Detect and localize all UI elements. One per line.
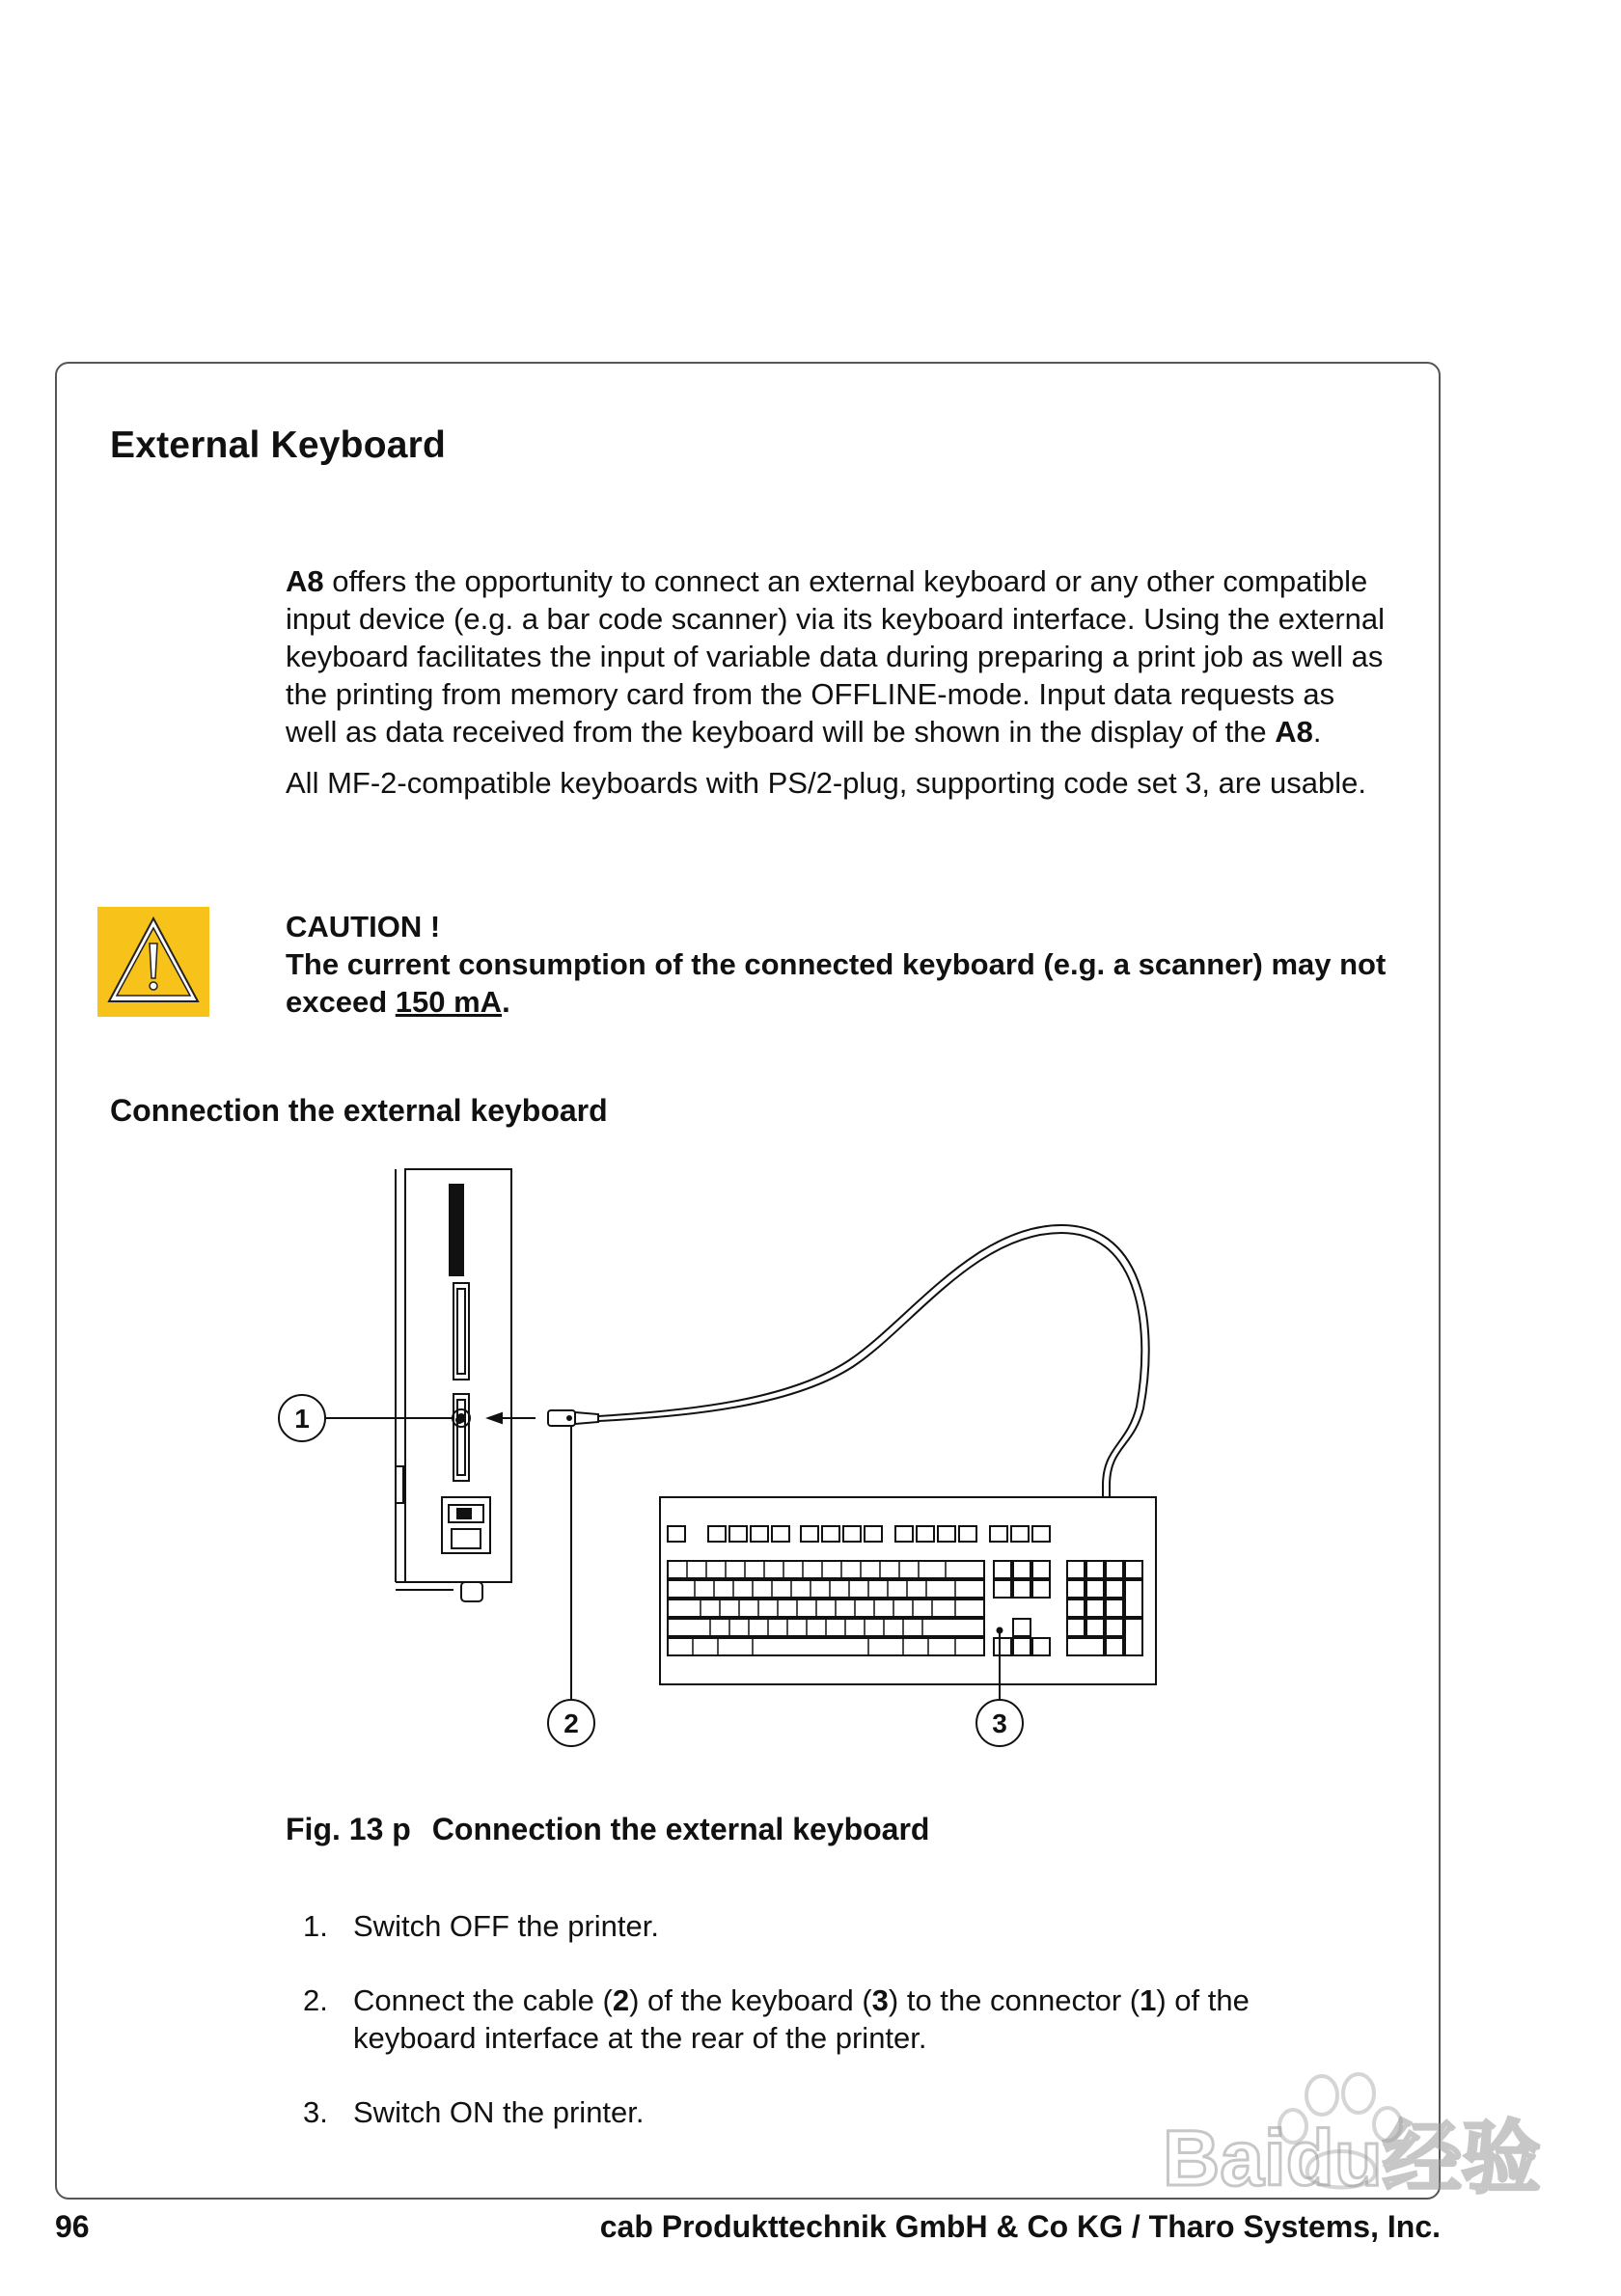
caution-text — [286, 945, 1395, 1021]
printer-rear — [396, 1169, 511, 1601]
page-number: 96 — [55, 2209, 90, 2244]
step-text: Switch ON the printer. — [353, 2095, 645, 2129]
connector-ref: 1 — [1140, 1983, 1157, 2017]
intro-paragraph-2: All MF-2-compatible keyboards with PS/2-plug, supporting code set 3, are usable. — [286, 766, 1367, 800]
list-item — [286, 1907, 1366, 1945]
step-number: 1. — [303, 1909, 328, 1943]
callout-2-label: 2 — [563, 1708, 579, 1738]
caution-end: . — [502, 985, 510, 1019]
footer-company: cab Produkttechnik GmbH & Co KG / Tharo Systems, Inc. — [599, 2209, 1441, 2244]
list-item — [286, 1982, 1366, 2057]
step-text-part: Connect the cable ( — [353, 1983, 613, 2017]
section-heading: Connection the external keyboard — [110, 1093, 608, 1128]
intro-paragraph-1 — [286, 562, 1386, 751]
step-text-part: ) to the connector ( — [888, 1983, 1140, 2017]
keyboard-ref: 3 — [871, 1983, 889, 2017]
intro-body: offers the opportunity to connect an external keyboard or any other compatible input device (e.g. a bar code scanner) via its keyboard interface. Using the external keyboard facilitates the input of variable data during preparing a print job as well as the printing from memory card from the OFFLINE-mode. Input data requests as well as data received from the keyboard will be shown in the display of the — [286, 564, 1386, 749]
caution-block — [286, 908, 1395, 1021]
watermark-text: Baidu经验 — [1163, 2115, 1541, 2202]
callout-3-label: 3 — [992, 1708, 1007, 1738]
callout-1-label: 1 — [294, 1404, 310, 1434]
intro-text — [286, 562, 1386, 815]
step-number: 3. — [303, 2095, 328, 2129]
model-name: A8 — [286, 564, 324, 598]
step-text-part: ) of the keyboard interface at the rear of the printer. — [353, 1983, 1250, 2055]
step-number: 2. — [303, 1983, 328, 2017]
page-title: External Keyboard — [110, 424, 447, 466]
intro-end: . — [1312, 715, 1322, 749]
connection-figure — [0, 1138, 1621, 1794]
model-name-end: A8 — [1275, 715, 1313, 749]
warning-icon — [97, 907, 209, 1017]
figure-number: Fig. 13 p — [286, 1812, 411, 1846]
step-text: Switch OFF the printer. — [353, 1909, 659, 1943]
figure-caption — [286, 1812, 929, 1847]
step-text — [353, 1983, 1250, 2055]
step-text-part: ) of the keyboard ( — [629, 1983, 872, 2017]
figure-title: Connection the external keyboard — [431, 1812, 930, 1846]
caution-heading: CAUTION ! — [286, 910, 441, 943]
current-limit: 150 mA — [395, 985, 503, 1019]
cable-ref: 2 — [612, 1983, 630, 2017]
caution-body: The current consumption of the connected keyboard (e.g. a scanner) may not exceed — [286, 947, 1387, 1019]
